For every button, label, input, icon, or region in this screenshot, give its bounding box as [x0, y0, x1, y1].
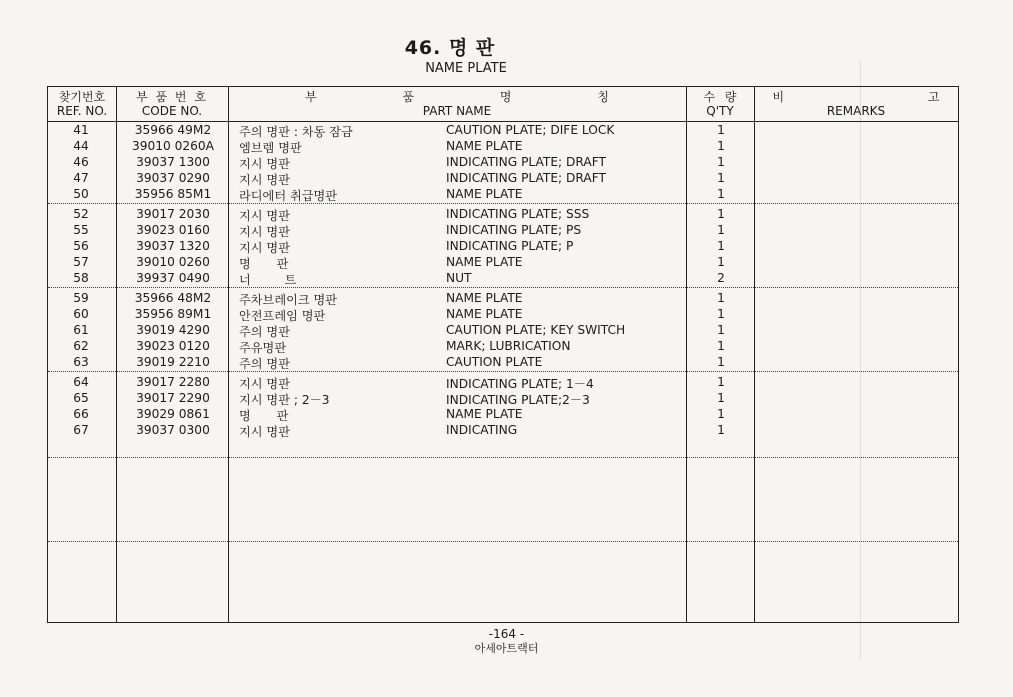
part-name-kor: 지시 명판 — [239, 225, 290, 239]
code-no: 39037 1320 — [136, 239, 210, 253]
quantity: 1 — [717, 155, 725, 169]
quantity: 1 — [717, 291, 725, 305]
ref-no: 60 — [73, 307, 89, 321]
header-code — [116, 90, 228, 118]
part-name-kor: 명 판 — [239, 257, 289, 271]
table-row — [48, 271, 958, 287]
code-no: 35966 48M2 — [134, 291, 212, 305]
header-remarks-kor: 비 고 — [772, 90, 940, 104]
quantity: 1 — [717, 423, 725, 437]
ref-no: 62 — [73, 339, 89, 353]
part-name-eng: NAME PLATE — [446, 255, 523, 269]
ref-no: 58 — [73, 271, 89, 285]
quantity: 1 — [717, 255, 725, 269]
table-row — [48, 171, 958, 187]
group-separator — [48, 287, 958, 288]
table-row — [48, 307, 958, 323]
part-name-eng: INDICATING PLATE; DRAFT — [446, 171, 606, 185]
quantity: 1 — [717, 139, 725, 153]
part-name-eng: INDICATING PLATE; DRAFT — [446, 155, 606, 169]
part-name-kor: 지시 명판 — [239, 377, 290, 391]
quantity: 1 — [717, 307, 725, 321]
code-no: 35956 85M1 — [134, 187, 212, 201]
part-name-eng: NAME PLATE — [446, 187, 523, 201]
table-row — [48, 323, 958, 339]
code-no: 35966 49M2 — [134, 123, 212, 137]
part-name-kor: 지시 명판 — [239, 425, 290, 439]
part-name-kor: 주의 명판 — [239, 357, 290, 371]
table-row — [48, 207, 958, 223]
code-no: 39017 2280 — [136, 375, 210, 389]
code-no: 39029 0861 — [136, 407, 210, 421]
quantity: 1 — [717, 123, 725, 137]
code-no: 39037 0300 — [136, 423, 210, 437]
quantity: 2 — [717, 271, 725, 285]
part-name-eng: INDICATING PLATE; P — [446, 239, 574, 253]
header-qty-kor: 수 량 — [703, 90, 737, 104]
group-separator — [48, 457, 958, 458]
ref-no: 44 — [73, 139, 89, 153]
table-row — [48, 155, 958, 171]
header-ref-kor: 찾기번호 — [58, 90, 106, 104]
header-code-kor: 부 품 번 호 — [136, 90, 208, 104]
header-qty — [686, 90, 754, 118]
part-name-eng: CAUTION PLATE; DIFE LOCK — [446, 123, 615, 137]
header-remarks — [754, 90, 958, 118]
code-no: 39937 0490 — [136, 271, 210, 285]
ref-no: 64 — [73, 375, 89, 389]
group-separator — [48, 541, 958, 542]
quantity: 1 — [717, 187, 725, 201]
page-subtitle: NAME PLATE — [425, 61, 507, 76]
code-no: 39010 0260 — [136, 255, 210, 269]
ref-no: 57 — [73, 255, 89, 269]
part-name-kor: 주의 명판 : 차동 잠금 — [239, 125, 353, 139]
code-no: 39037 0290 — [136, 171, 210, 185]
part-name-eng: INDICATING — [446, 423, 518, 437]
group-separator — [48, 203, 958, 204]
part-name-kor: 지시 명판 — [239, 157, 290, 171]
ref-no: 47 — [73, 171, 89, 185]
page-title: 46. 명 판 — [404, 37, 496, 59]
header-remarks-eng: REMARKS — [826, 104, 886, 118]
quantity: 1 — [717, 171, 725, 185]
code-no: 39019 4290 — [136, 323, 210, 337]
quantity: 1 — [717, 339, 725, 353]
quantity: 1 — [717, 391, 725, 405]
part-name-eng: NAME PLATE — [446, 307, 523, 321]
ref-no: 50 — [73, 187, 89, 201]
part-name-eng: INDICATING PLATE; PS — [446, 223, 582, 237]
part-name-eng: INDICATING PLATE; SSS — [446, 207, 590, 221]
code-no: 39023 0120 — [136, 339, 210, 353]
table-row — [48, 223, 958, 239]
quantity: 1 — [717, 223, 725, 237]
header-name-eng: PART NAME — [422, 104, 492, 118]
table-row — [48, 423, 958, 439]
header-part-name — [228, 90, 686, 118]
table-row — [48, 407, 958, 423]
ref-no: 46 — [73, 155, 89, 169]
part-name-kor: 라디에터 취급명판 — [239, 189, 338, 203]
part-name-kor: 엠브렘 명판 — [239, 141, 302, 155]
code-no: 39037 1300 — [136, 155, 210, 169]
part-name-kor: 안전프레임 명판 — [239, 309, 326, 323]
part-name-eng: MARK; LUBRICATION — [446, 339, 571, 353]
table-row — [48, 255, 958, 271]
brand-name: 아세아트랙터 — [474, 642, 539, 655]
part-name-kor: 주차브레이크 명판 — [239, 293, 338, 307]
quantity: 1 — [717, 207, 725, 221]
part-name-kor: 주유명판 — [239, 341, 287, 355]
table-row — [48, 391, 958, 407]
part-name-kor: 지시 명판 ; 2－3 — [239, 393, 330, 407]
ref-no: 55 — [73, 223, 89, 237]
part-name-kor: 지시 명판 — [239, 209, 290, 223]
ref-no: 65 — [73, 391, 89, 405]
part-name-eng: NAME PLATE — [446, 139, 523, 153]
part-name-kor: 너 트 — [239, 273, 297, 287]
header-ref-eng: REF. NO. — [56, 104, 108, 118]
table-row — [48, 139, 958, 155]
header-qty-eng: Q'TY — [706, 104, 734, 118]
header-ref — [48, 90, 116, 118]
part-name-kor: 지시 명판 — [239, 241, 290, 255]
ref-no: 41 — [73, 123, 89, 137]
part-name-kor: 명 판 — [239, 409, 289, 423]
code-no: 39019 2210 — [136, 355, 210, 369]
ref-no: 63 — [73, 355, 89, 369]
part-name-eng: NAME PLATE — [446, 291, 523, 305]
code-no: 35956 89M1 — [134, 307, 212, 321]
quantity: 1 — [717, 323, 725, 337]
code-no: 39017 2030 — [136, 207, 210, 221]
table-row — [48, 339, 958, 355]
code-no: 39017 2290 — [136, 391, 210, 405]
part-name-eng: CAUTION PLATE — [446, 355, 543, 369]
quantity: 1 — [717, 355, 725, 369]
header-divider — [48, 121, 958, 122]
table-row — [48, 291, 958, 307]
quantity: 1 — [717, 407, 725, 421]
ref-no: 66 — [73, 407, 89, 421]
table-row — [48, 187, 958, 203]
ref-no: 67 — [73, 423, 89, 437]
part-name-eng: INDICATING PLATE;2－3 — [446, 393, 590, 407]
table-row — [48, 375, 958, 391]
quantity: 1 — [717, 375, 725, 389]
part-name-eng: NUT — [446, 271, 472, 285]
header-name-kor: 부 품 명 칭 — [305, 90, 609, 104]
code-no: 39023 0160 — [136, 223, 210, 237]
ref-no: 61 — [73, 323, 89, 337]
page-number: -164 - — [488, 627, 525, 641]
group-separator — [48, 371, 958, 372]
ref-no: 59 — [73, 291, 89, 305]
header-code-eng: CODE NO. — [141, 104, 203, 118]
table-row — [48, 355, 958, 371]
code-no: 39010 0260A — [132, 139, 214, 153]
parts-table — [47, 86, 959, 623]
part-name-eng: NAME PLATE — [446, 407, 523, 421]
part-name-eng: CAUTION PLATE; KEY SWITCH — [446, 323, 626, 337]
ref-no: 56 — [73, 239, 89, 253]
table-row — [48, 123, 958, 139]
ref-no: 52 — [73, 207, 89, 221]
table-row — [48, 239, 958, 255]
part-name-kor: 주의 명판 — [239, 325, 290, 339]
part-name-kor: 지시 명판 — [239, 173, 290, 187]
quantity: 1 — [717, 239, 725, 253]
part-name-eng: INDICATING PLATE; 1－4 — [446, 377, 594, 391]
